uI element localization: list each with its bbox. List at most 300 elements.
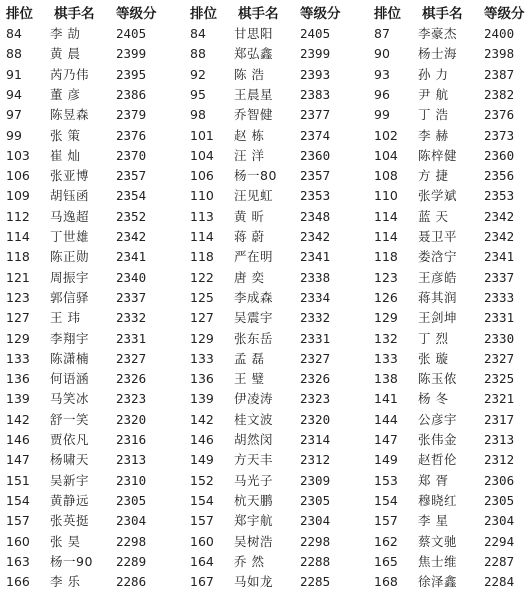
player-name-cell: 马光子 [234,472,274,488]
player-name-cell: 赵 栋 [234,127,265,143]
rating-cell: 2325 [484,371,515,387]
rating-cell: 2360 [484,147,515,163]
rank-cell: 139 [6,391,30,407]
rating-cell: 2305 [116,492,147,508]
player-name-cell: 丁 烈 [418,330,449,346]
rank-cell: 118 [190,249,214,265]
rating-column-3 [372,0,529,590]
player-name-cell: 杨啸天 [50,452,90,468]
rank-cell: 114 [6,229,30,244]
rating-cell: 2312 [484,452,515,468]
table-row [4,105,180,125]
rank-cell: 154 [374,492,398,508]
player-name-cell: 陈正勋 [50,249,90,265]
rank-cell: 99 [6,127,22,143]
rank-cell: 104 [374,147,398,163]
table-row [372,552,529,572]
player-name-cell: 李成森 [234,289,274,305]
rating-cell: 2309 [300,472,331,488]
rank-cell: 157 [190,513,214,529]
player-name-cell: 马笑冰 [50,391,90,407]
player-name-cell: 黄静远 [50,492,90,508]
table-row [372,44,529,64]
rank-cell: 149 [374,452,398,468]
rating-cell: 2331 [484,310,515,326]
rank-cell: 96 [374,86,390,102]
rank-cell: 114 [190,229,214,244]
rank-cell: 127 [6,310,30,326]
rating-cell: 2357 [116,168,147,184]
rating-cell: 2357 [300,168,331,184]
rating-cell: 2376 [116,127,147,143]
table-row [188,572,364,592]
table-row [4,389,180,409]
rating-cell: 2356 [484,168,515,184]
rank-cell: 136 [6,371,30,387]
rank-cell: 138 [374,371,398,387]
rank-cell: 146 [6,432,30,447]
player-name-cell: 陈梓健 [418,147,458,163]
table-row [188,65,364,85]
table-row [372,369,529,389]
rating-cell: 2305 [484,492,515,508]
rating-cell: 2327 [300,350,331,366]
rating-cell: 2342 [116,229,147,244]
player-name-cell: 蒋其润 [418,289,458,305]
rating-cell: 2320 [116,411,147,427]
table-row [188,166,364,186]
player-name-cell: 陈 浩 [234,66,265,82]
player-name-cell: 蔡文驰 [418,533,458,549]
rank-cell: 95 [190,86,206,102]
table-row [4,450,180,470]
table-row [188,44,364,64]
player-name-cell: 方 捷 [418,168,449,184]
rating-cell: 2331 [116,330,147,346]
table-row [372,146,529,166]
score-header: 等级分 [300,6,341,22]
rating-cell: 2304 [484,513,515,529]
table-row [372,430,529,450]
rating-cell: 2337 [484,269,515,285]
table-row [372,491,529,511]
rating-cell: 2327 [484,350,515,366]
rank-cell: 162 [374,533,398,549]
table-row [372,65,529,85]
rank-header: 排位 [190,6,217,22]
table-row [4,268,180,288]
rank-cell: 129 [190,330,214,346]
rating-cell: 2340 [116,269,147,285]
player-name-cell: 舒一笑 [50,411,90,427]
rating-cell: 2337 [116,289,147,305]
rating-column-2 [188,0,364,590]
rating-cell: 2333 [484,289,515,305]
rating-cell: 2289 [116,553,147,569]
player-name-cell: 王剑坤 [418,310,458,326]
table-row [188,247,364,267]
player-name-cell: 芮乃伟 [50,66,90,82]
rank-cell: 121 [6,269,30,285]
player-name-cell: 郭信驿 [50,289,90,305]
player-name-cell: 赵哲伦 [418,452,458,468]
rating-cell: 2284 [484,574,515,590]
table-row [4,329,180,349]
player-name-cell: 杨 冬 [418,391,449,407]
player-name-cell: 桂文波 [234,411,274,427]
table-row [372,349,529,369]
table-row [188,450,364,470]
rank-cell: 126 [374,289,398,305]
rating-cell: 2379 [116,107,147,123]
player-name-cell: 马逸超 [50,208,90,224]
rank-cell: 88 [190,46,206,62]
table-row [372,450,529,470]
player-name-cell: 张学斌 [418,188,458,204]
rank-cell: 157 [374,513,398,529]
rank-cell: 168 [374,574,398,590]
rank-cell: 127 [190,310,214,326]
rating-cell: 2320 [300,411,331,427]
rating-cell: 2314 [300,432,331,447]
rank-cell: 163 [6,553,30,569]
rating-cell: 2338 [300,269,331,285]
player-name-cell: 焦士维 [418,553,458,569]
rating-cell: 2395 [116,66,147,82]
player-name-cell: 汪 洋 [234,147,265,163]
rating-cell: 2405 [116,26,147,41]
rank-cell: 84 [190,26,206,41]
table-row [188,268,364,288]
table-row [372,389,529,409]
player-name-cell: 郑宇航 [234,513,274,529]
rating-cell: 2332 [300,310,331,326]
rank-cell: 103 [6,147,30,163]
rank-cell: 99 [374,107,390,123]
rating-cell: 2399 [116,46,147,62]
rank-cell: 114 [374,229,398,244]
player-name-cell: 杨士海 [418,46,458,62]
rating-cell: 2285 [300,574,331,590]
table-row [188,85,364,105]
rating-column-1 [4,0,180,590]
table-row [4,349,180,369]
rank-cell: 97 [6,107,22,123]
rank-cell: 108 [374,168,398,184]
rank-cell: 154 [6,492,30,508]
player-name-cell: 张伟金 [418,432,458,447]
rank-cell: 110 [374,188,398,204]
table-row [188,126,364,146]
rank-cell: 166 [6,574,30,590]
player-name-cell: 乔 然 [234,553,265,569]
player-name-cell: 李豪杰 [418,26,458,41]
rating-cell: 2341 [484,249,515,265]
table-row [4,308,180,328]
table-row [188,491,364,511]
player-name-cell: 汪见虹 [234,188,274,204]
rank-cell: 123 [374,269,398,285]
player-name-cell: 胡然闵 [234,432,274,447]
rank-cell: 160 [6,533,30,549]
player-name-cell: 严在明 [234,249,274,265]
rating-cell: 2383 [300,86,331,102]
rating-cell: 2306 [484,472,515,488]
rank-cell: 167 [190,574,214,590]
rating-cell: 2393 [300,66,331,82]
player-name-cell: 黄 晨 [50,46,81,62]
rank-cell: 129 [6,330,30,346]
rating-cell: 2294 [484,533,515,549]
player-name-cell: 周振宇 [50,269,90,285]
player-name-cell: 张 昊 [50,533,81,549]
table-row [4,207,180,227]
player-name-cell: 贾依凡 [50,432,90,447]
table-row [188,389,364,409]
rating-cell: 2312 [300,452,331,468]
rating-cell: 2374 [300,127,331,143]
table-row [372,247,529,267]
rating-cell: 2298 [116,533,147,549]
table-row [188,511,364,531]
rank-cell: 146 [190,432,214,447]
rank-cell: 144 [374,411,398,427]
player-name-cell: 马如龙 [234,574,274,590]
rating-cell: 2286 [116,574,147,590]
table-row [372,308,529,328]
player-name-cell: 王 玮 [50,310,81,326]
rating-cell: 2330 [484,330,515,346]
name-header: 棋手名 [54,6,95,22]
player-name-cell: 杨一90 [50,553,93,569]
rating-cell: 2317 [484,411,515,427]
player-name-cell: 张英挺 [50,513,90,529]
player-name-cell: 陈玉侬 [418,371,458,387]
rating-cell: 2373 [484,127,515,143]
table-row [188,471,364,491]
player-name-cell: 丁 浩 [418,107,449,123]
rank-cell: 104 [190,147,214,163]
rating-cell: 2326 [300,371,331,387]
rating-cell: 2313 [484,432,515,447]
player-name-cell: 王 璧 [234,371,265,387]
rating-cell: 2352 [116,208,147,224]
rating-cell: 2353 [484,188,515,204]
table-row [372,288,529,308]
player-name-cell: 陈潇楠 [50,350,90,366]
table-row [188,105,364,125]
player-name-cell: 何语涵 [50,371,90,387]
table-row [188,349,364,369]
rank-cell: 160 [190,533,214,549]
rating-cell: 2341 [300,249,331,265]
rank-cell: 106 [6,168,30,184]
rating-cell: 2387 [484,66,515,82]
rank-cell: 132 [374,330,398,346]
rating-cell: 2323 [116,391,147,407]
table-row [372,410,529,430]
player-name-cell: 杨一80 [234,168,277,184]
rating-cell: 2323 [300,391,331,407]
table-row [188,410,364,430]
player-name-cell: 李 赫 [418,127,449,143]
player-name-cell: 李翔宇 [50,330,90,346]
table-row [372,511,529,531]
player-name-cell: 孟 磊 [234,350,265,366]
table-row [188,308,364,328]
table-row [372,186,529,206]
player-name-cell: 董 彦 [50,86,81,102]
player-name-cell: 蓝 天 [418,208,449,224]
rank-cell: 94 [6,86,22,102]
player-name-cell: 崔 灿 [50,147,81,163]
player-name-cell: 郑 胥 [418,472,449,488]
table-row [4,24,180,44]
rank-cell: 133 [374,350,398,366]
rating-cell: 2360 [300,147,331,163]
rank-cell: 87 [374,26,390,41]
rating-cell: 2327 [116,350,147,366]
rank-cell: 152 [190,472,214,488]
rating-cell: 2304 [300,513,331,529]
rating-cell: 2326 [116,371,147,387]
rating-cell: 2382 [484,86,515,102]
rating-cell: 2288 [300,553,331,569]
player-name-cell: 伊凌涛 [234,391,274,407]
rank-cell: 112 [6,208,30,224]
table-row [372,532,529,552]
rank-header: 排位 [374,6,401,22]
rating-cell: 2400 [484,26,515,41]
table-row [188,288,364,308]
rating-cell: 2398 [484,46,515,62]
player-name-cell: 聂卫平 [418,229,458,244]
rank-cell: 109 [6,188,30,204]
table-row [4,166,180,186]
table-row [372,85,529,105]
rating-cell: 2298 [300,533,331,549]
player-name-cell: 吴新宇 [50,472,90,488]
player-name-cell: 孙 力 [418,66,449,82]
player-name-cell: 蒋 蔚 [234,229,265,244]
table-row [4,227,180,247]
player-name-cell: 甘思阳 [234,26,274,41]
table-row [4,430,180,450]
table-row [188,552,364,572]
player-name-cell: 娄浛宁 [418,249,458,265]
table-row [4,85,180,105]
rating-cell: 2348 [300,208,331,224]
table-row [188,227,364,247]
table-row [4,288,180,308]
player-name-cell: 张亚博 [50,168,90,184]
rating-cell: 2313 [116,452,147,468]
rating-cell: 2353 [300,188,331,204]
rank-cell: 91 [6,66,22,82]
rank-cell: 149 [190,452,214,468]
player-name-cell: 张 策 [50,127,81,143]
score-header: 等级分 [484,6,525,22]
table-row [372,329,529,349]
rank-cell: 122 [190,269,214,285]
player-name-cell: 尹 航 [418,86,449,102]
rank-cell: 157 [6,513,30,529]
rank-cell: 133 [6,350,30,366]
rank-cell: 133 [190,350,214,366]
player-name-cell: 王晨星 [234,86,274,102]
rating-cell: 2405 [300,26,331,41]
table-row [4,146,180,166]
player-name-cell: 黄 昕 [234,208,265,224]
rating-cell: 2321 [484,391,515,407]
rating-cell: 2386 [116,86,147,102]
rating-cell: 2287 [484,553,515,569]
rating-cell: 2341 [116,249,147,265]
rank-cell: 136 [190,371,214,387]
table-row [4,44,180,64]
rank-cell: 113 [190,208,214,224]
player-name-cell: 李 乐 [50,574,81,590]
name-header: 棋手名 [238,6,279,22]
rank-cell: 84 [6,26,22,41]
player-name-cell: 李 星 [418,513,449,529]
rank-cell: 139 [190,391,214,407]
table-row [372,471,529,491]
table-row [4,65,180,85]
rating-cell: 2354 [116,188,147,204]
rank-cell: 98 [190,107,206,123]
rating-cell: 2376 [484,107,515,123]
table-row [188,186,364,206]
rank-cell: 110 [190,188,214,204]
table-row [188,430,364,450]
table-row [4,369,180,389]
table-row [188,532,364,552]
player-name-cell: 王彦皓 [418,269,458,285]
rank-cell: 123 [6,289,30,305]
rating-cell: 2342 [484,208,515,224]
rank-header: 排位 [6,6,33,22]
rank-cell: 90 [374,46,390,62]
player-name-cell: 陈昱森 [50,107,90,123]
table-row [4,186,180,206]
rating-cell: 2342 [300,229,331,244]
table-row [4,247,180,267]
player-name-cell: 胡钰函 [50,188,90,204]
table-row [4,410,180,430]
rank-cell: 147 [6,452,30,468]
rank-cell: 92 [190,66,206,82]
rank-cell: 106 [190,168,214,184]
rank-cell: 93 [374,66,390,82]
table-row [372,105,529,125]
rating-cell: 2331 [300,330,331,346]
player-name-cell: 乔智健 [234,107,274,123]
rank-cell: 164 [190,553,214,569]
table-row [188,329,364,349]
player-name-cell: 张东岳 [234,330,274,346]
table-row [4,471,180,491]
player-name-cell: 李 劼 [50,26,81,41]
table-row [188,146,364,166]
rank-cell: 114 [374,208,398,224]
player-name-cell: 方天丰 [234,452,274,468]
player-name-cell: 郑弘鑫 [234,46,274,62]
player-name-cell: 徐泽鑫 [418,574,458,590]
rank-cell: 142 [6,411,30,427]
table-row [372,268,529,288]
table-row [372,126,529,146]
